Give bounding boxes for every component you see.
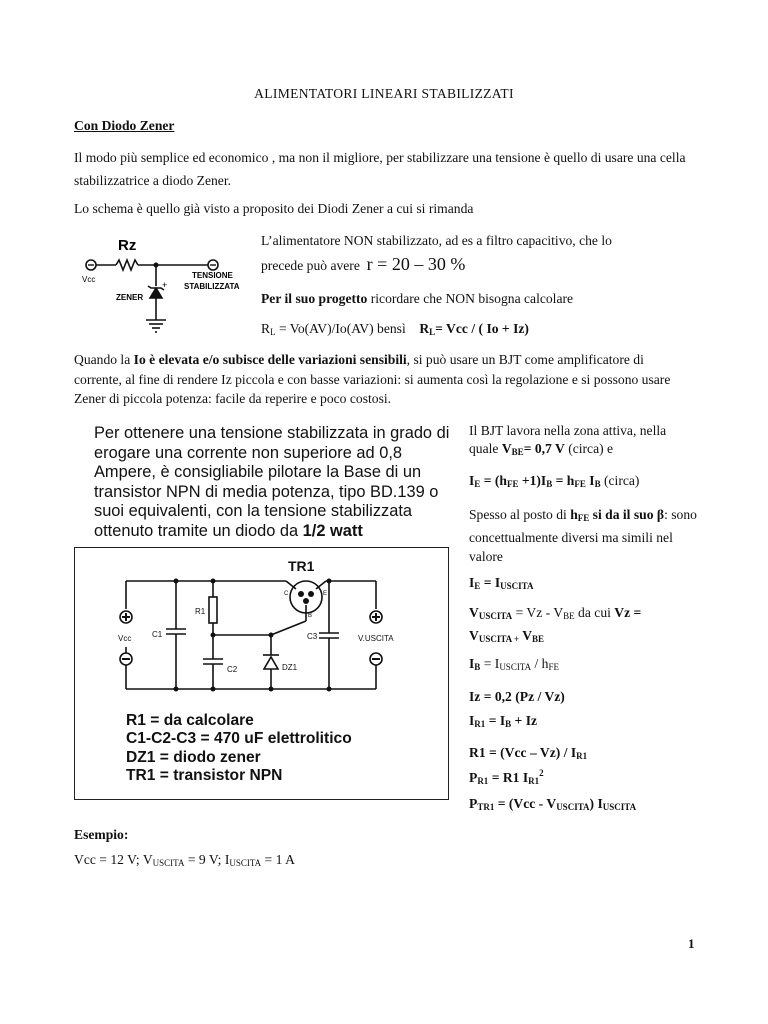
tensione-label: TENSIONE [192,271,233,280]
tr1-label: TR1 [288,558,315,574]
legend-tr1: TR1 = transistor NPN [126,767,283,785]
eq-ib: $I_B = I_{USCITA} / h_{FE}$ [469,656,559,672]
ripple-value: r = 20 – 30 % [366,254,466,274]
legend-caps: C1-C2-C3 = 470 uF elettrolitico [126,730,352,748]
bjt-intro: Il BJT lavora nella zona attiva, nella quale $V_{BE}= 0,7$ V (circa) e [469,423,667,457]
rl-formula-line: $R_L = Vo(AV)/Io(AV)$ bensì $R_L=$ Vcc / ( Io + Iz) [261,321,529,337]
legend-r1: R1 = da calcolare [126,712,254,729]
bjt-regulator-schematic [76,549,447,709]
spesso-paragraph: Spesso al posto di $h_{FE}$ si da il suo β: sono concettualmente diversi ma simili nel valore [469,507,697,564]
svg-text:C: C [284,591,289,597]
dz1-label: DZ1 [282,663,298,672]
eq-pr1: $P_{R1} = R1$ $I_{R1}^2$ [469,768,544,786]
page-number: 1 [688,936,695,951]
note-text: Per ottenere una tensione stabilizzata in grado di erogare una corrente non superiore ad 0,8 Ampere, è consigliabile pilotare la Base di un transistor NPN di media potenza, tipo BD.139 o suoi equivalenti, con la tensione stabilizzata ottenuto tramite un diodo da 1/2 watt [94,424,450,540]
svg-text:B: B [308,613,313,619]
c1-label: C1 [152,630,163,639]
svg-text:E: E [323,591,328,597]
paragraph-bjt: Quando la Io è elevata e/o subisce delle variazioni sensibili, si può usare un BJT come amplificatore di corrente, al fine di rendere Iz piccola e con basse variazioni: si aumenta così la regolazione e si possono usare Zener di piccola potenza: facile da reperire e poco costosi. [74,352,671,406]
c2-label: C2 [227,665,238,674]
paragraph-intro: Il modo più semplice ed economico , ma non il migliore, per stabilizzare una tensione è quello di usare una cella stabilizzatrice a diodo Zener. [74,150,686,188]
progetto-line: Per il suo progetto ricordare che NON bisogna calcolare [261,291,574,306]
eq-ir1: $I_{R1} = I_B + Iz$ [469,713,538,729]
vcc-label-2: Vcc [118,634,132,643]
eq-iz: Iz = 0,2 (Pz / Vz) [469,689,565,704]
c3-label: C3 [307,632,318,641]
legend-dz1: DZ1 = diodo zener [126,748,261,766]
page-title: ALIMENTATORI LINEARI STABILIZZATI [254,86,514,101]
ie-equation: $I_E = (h_{FE} +1)I_B = h_{FE}$ $I_B$ (circa) [469,473,640,489]
vcc-label: Vcc [82,275,96,284]
r1-label: R1 [195,607,206,616]
paragraph-schema: Lo schema è quello già visto a proposito dei Diodi Zener a cui si rimanda [74,201,474,216]
stabilizzata-label: STABILIZZATA [184,282,240,291]
eq-r1: $R1 = (Vcc - Vz) / I_{R1}$ [469,745,588,761]
eq-vuscita: $V_{USCITA} = Vz - V_{BE}$ da cui Vz = $V_{USCITA +}$ $V_{BE}$ [469,605,642,644]
eq-ie-iuscita: $I_E = I_{USCITA}$ [469,575,534,591]
rz-label: Rz [118,237,137,254]
vuscita-label: V.USCITA [358,634,394,643]
alimentatore-line2: precede può avere r = 20 – 30 % [261,254,466,274]
esempio-label: Esempio: [74,827,129,842]
section-heading: Con Diodo Zener [74,118,175,133]
esempio-values: Vcc = 12 V; $V_{USCITA} = 9$ V; $I_{USCITA} = 1$ A [74,852,295,868]
zener-diode [150,288,162,298]
component-legend [126,712,352,786]
zener-label: ZENER [116,293,144,302]
zener-plus: + [162,280,168,290]
alimentatore-line1: L’alimentatore NON stabilizzato, ad es a filtro capacitivo, che lo [261,233,612,248]
rz-resistor [116,260,138,270]
eq-ptr1: $P_{TR1} = (Vcc - V_{USCITA})$ $I_{USCITA}$ [469,796,637,812]
zener-schematic [80,230,260,340]
